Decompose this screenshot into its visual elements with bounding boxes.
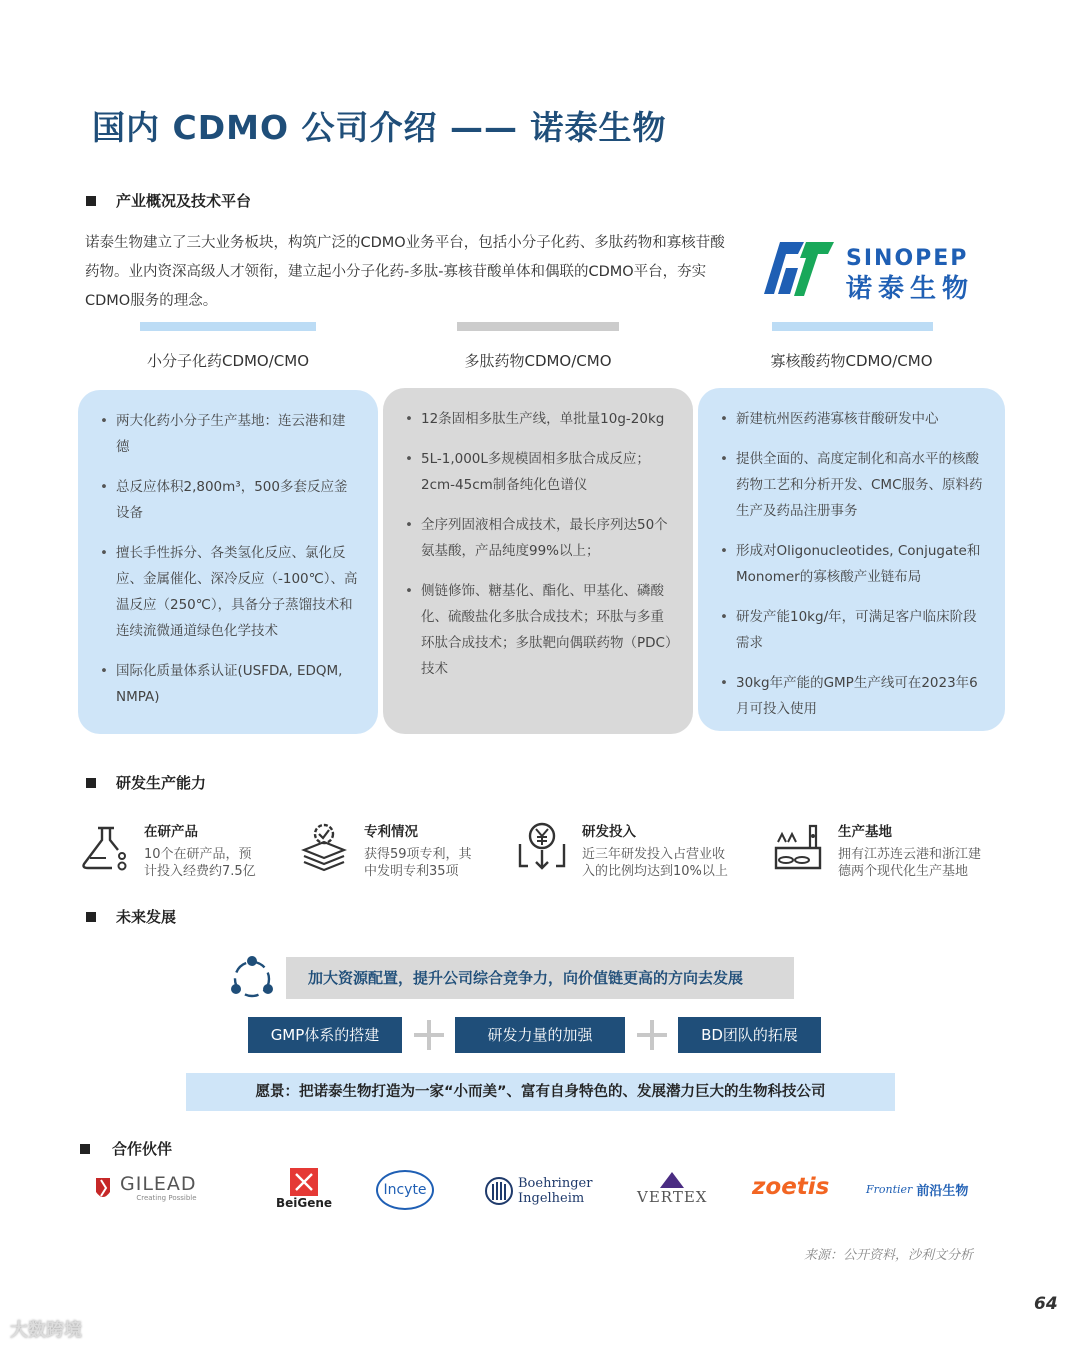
partner-logo-zoetis [752, 1174, 829, 1200]
list-item: • 总反应体积2,800m³，500多套反应釜设备 [98, 474, 358, 526]
capability-line: 计投入经费约7.5亿 [144, 864, 256, 879]
gilead-name: GILEAD [120, 1173, 197, 1195]
logo-chinese: 诺泰生物 [846, 274, 975, 304]
vision-banner: 愿景：把诺泰生物打造为一家“小而美”、富有自身特色的、发展潜力巨大的生物科技公司 [186, 1073, 895, 1111]
partner-logo-beigene [276, 1168, 332, 1210]
zoetis-name: zoetis [752, 1174, 830, 1200]
bullet-square-icon [86, 912, 96, 922]
capability-line: 德两个现代化生产基地 [838, 864, 969, 879]
list-item: • 两大化药小分子生产基地：连云港和建德 [98, 408, 358, 460]
page-number: 64 [1034, 1294, 1058, 1314]
list-item: • 5L-1,000L多规模固相多肽合成反应；2cm-45cm制备纯化色谱仪 [403, 446, 673, 498]
partner-logo-incyte [376, 1170, 434, 1210]
future-box-gmp: GMP体系的搭建 [248, 1017, 402, 1053]
column-heading-peptide: 多肽药物CDMO/CMO [464, 352, 612, 370]
future-goal-banner: 加大资源配置，提升公司综合竞争力，向价值链更高的方向去发展 [286, 957, 794, 999]
flask-icon [78, 820, 130, 872]
list-item: • 12条固相多肽生产线，单批量10g-20kg [403, 406, 673, 432]
column-bar-small-molecule [140, 322, 316, 331]
cycle-arrows-icon [228, 956, 276, 1002]
gilead-mark-icon [92, 1174, 114, 1202]
plus-icon [412, 1018, 446, 1052]
column-heading-oligo: 寡核酸药物CDMO/CMO [770, 352, 933, 370]
plus-icon [635, 1018, 669, 1052]
partner-logo-boehringer [484, 1176, 592, 1206]
frontier-cn: 前沿生物 [916, 1184, 969, 1199]
future-box-rd: 研发力量的加强 [455, 1017, 625, 1053]
page-title: 国内 CDMO 公司介绍 —— 诺泰生物 [92, 108, 667, 147]
column-bar-peptide [457, 322, 619, 331]
partner-logo-gilead [92, 1174, 197, 1202]
intro-paragraph: 诺泰生物建立了三大业务板块，构筑广泛的CDMO业务平台，包括小分子化药、多肽药物和寡核苷酸药物。业内资深高级人才领衔，建立起小分子化药-多肽-寡核苷酸单体和偶联的CDMO平台，夯实CDMO服务的理念。 [85, 235, 725, 309]
section-heading-capability [86, 772, 206, 793]
sinopep-logo [764, 238, 994, 304]
gilead-tagline: Creating Possible [136, 1194, 197, 1202]
capability-line: 近三年研发投入占营业收 [582, 847, 726, 862]
section-heading-text: 研发生产能力 [116, 774, 207, 792]
capability-rd-investment [516, 820, 728, 880]
section-heading-text: 合作伙伴 [112, 1140, 173, 1158]
frontier-en: Frontier [866, 1183, 913, 1196]
vertex-name: VERTEX [637, 1188, 708, 1206]
beigene-name: BeiGene [276, 1196, 333, 1210]
list-item: • 30kg年产能的GMP生产线可在2023年6月可投入使用 [718, 670, 985, 722]
capability-line: 获得59项专利，其 [364, 847, 472, 862]
section-heading-future [86, 906, 176, 927]
card-small-molecule [78, 390, 378, 734]
list-item: • 提供全面的、高度定制化和高水平的核酸药物工艺和分析开发、CMC服务、原料药生产及药品注册事务 [718, 446, 985, 524]
card-peptide [383, 388, 693, 734]
capability-patents [298, 820, 472, 880]
capability-title: 专利情况 [364, 824, 418, 840]
incyte-name: Incyte [383, 1182, 427, 1198]
section-heading-text: 产业概况及技术平台 [116, 192, 252, 210]
capability-line: 中发明专利35项 [364, 864, 459, 879]
list-item: • 全序列固液相合成技术，最长序列达50个氨基酸，产品纯度99%以上； [403, 512, 673, 564]
partner-logo-vertex [637, 1172, 707, 1206]
list-item: • 擅长手性拆分、各类氢化反应、氯化反应、金属催化、深冷反应（-100℃）、高温反应（250℃），具备分子蒸馏技术和连续流微通道绿色化学技术 [98, 540, 358, 644]
bullet-square-icon [80, 1144, 90, 1154]
capability-title: 研发投入 [582, 824, 636, 840]
boehringer-line: Boehringer [518, 1176, 593, 1191]
section-heading-partners [80, 1138, 172, 1159]
card-oligo [698, 388, 1005, 731]
column-bar-oligo [772, 322, 933, 331]
yuan-investment-icon [516, 820, 568, 872]
boehringer-mark-icon [484, 1176, 514, 1206]
capability-production-base [772, 820, 981, 880]
list-item: • 侧链修饰、糖基化、酯化、甲基化、磷酸化、硫酸盐化多肽合成技术；环肽与多重环肽合成技术；多肽靶向偶联药物（PDC）技术 [403, 578, 673, 682]
partner-logo-frontier [866, 1180, 968, 1199]
capability-line: 拥有江苏连云港和浙江建 [838, 847, 982, 862]
list-item: • 新建杭州医药港寡核苷酸研发中心 [718, 406, 985, 432]
bullet-square-icon [86, 778, 96, 788]
list-item: • 研发产能10kg/年，可满足客户临床阶段需求 [718, 604, 985, 656]
future-box-bd: BD团队的拓展 [678, 1017, 821, 1053]
boehringer-line: Ingelheim [518, 1191, 585, 1206]
bullet-square-icon [86, 196, 96, 206]
sinopep-mark-icon [764, 238, 838, 300]
section-heading-overview [86, 190, 251, 211]
factory-icon [772, 820, 824, 872]
column-heading-small-molecule: 小分子化药CDMO/CMO [146, 352, 310, 370]
list-item: • 国际化质量体系认证(USFDA, EDQM, NMPA) [98, 658, 358, 710]
list-item: • 形成对Oligonucleotides, Conjugate和Monomer的寡核酸产业链布局 [718, 538, 985, 590]
source-note: 来源：公开资料，沙利文分析 [804, 1248, 974, 1263]
section-heading-text: 未来发展 [116, 908, 177, 926]
watermark: 大数跨境 [10, 1320, 82, 1341]
logo-english: SINOPEP [846, 246, 969, 271]
beigene-mark-icon [287, 1168, 321, 1196]
patent-gear-icon [298, 820, 350, 872]
capability-line: 入的比例均达到10%以上 [582, 864, 728, 879]
capability-line: 10个在研产品，预 [144, 847, 252, 862]
capability-title: 生产基地 [838, 824, 892, 840]
vertex-triangle-icon [660, 1172, 684, 1188]
capability-rd-products [78, 820, 256, 880]
capability-title: 在研产品 [144, 824, 198, 840]
